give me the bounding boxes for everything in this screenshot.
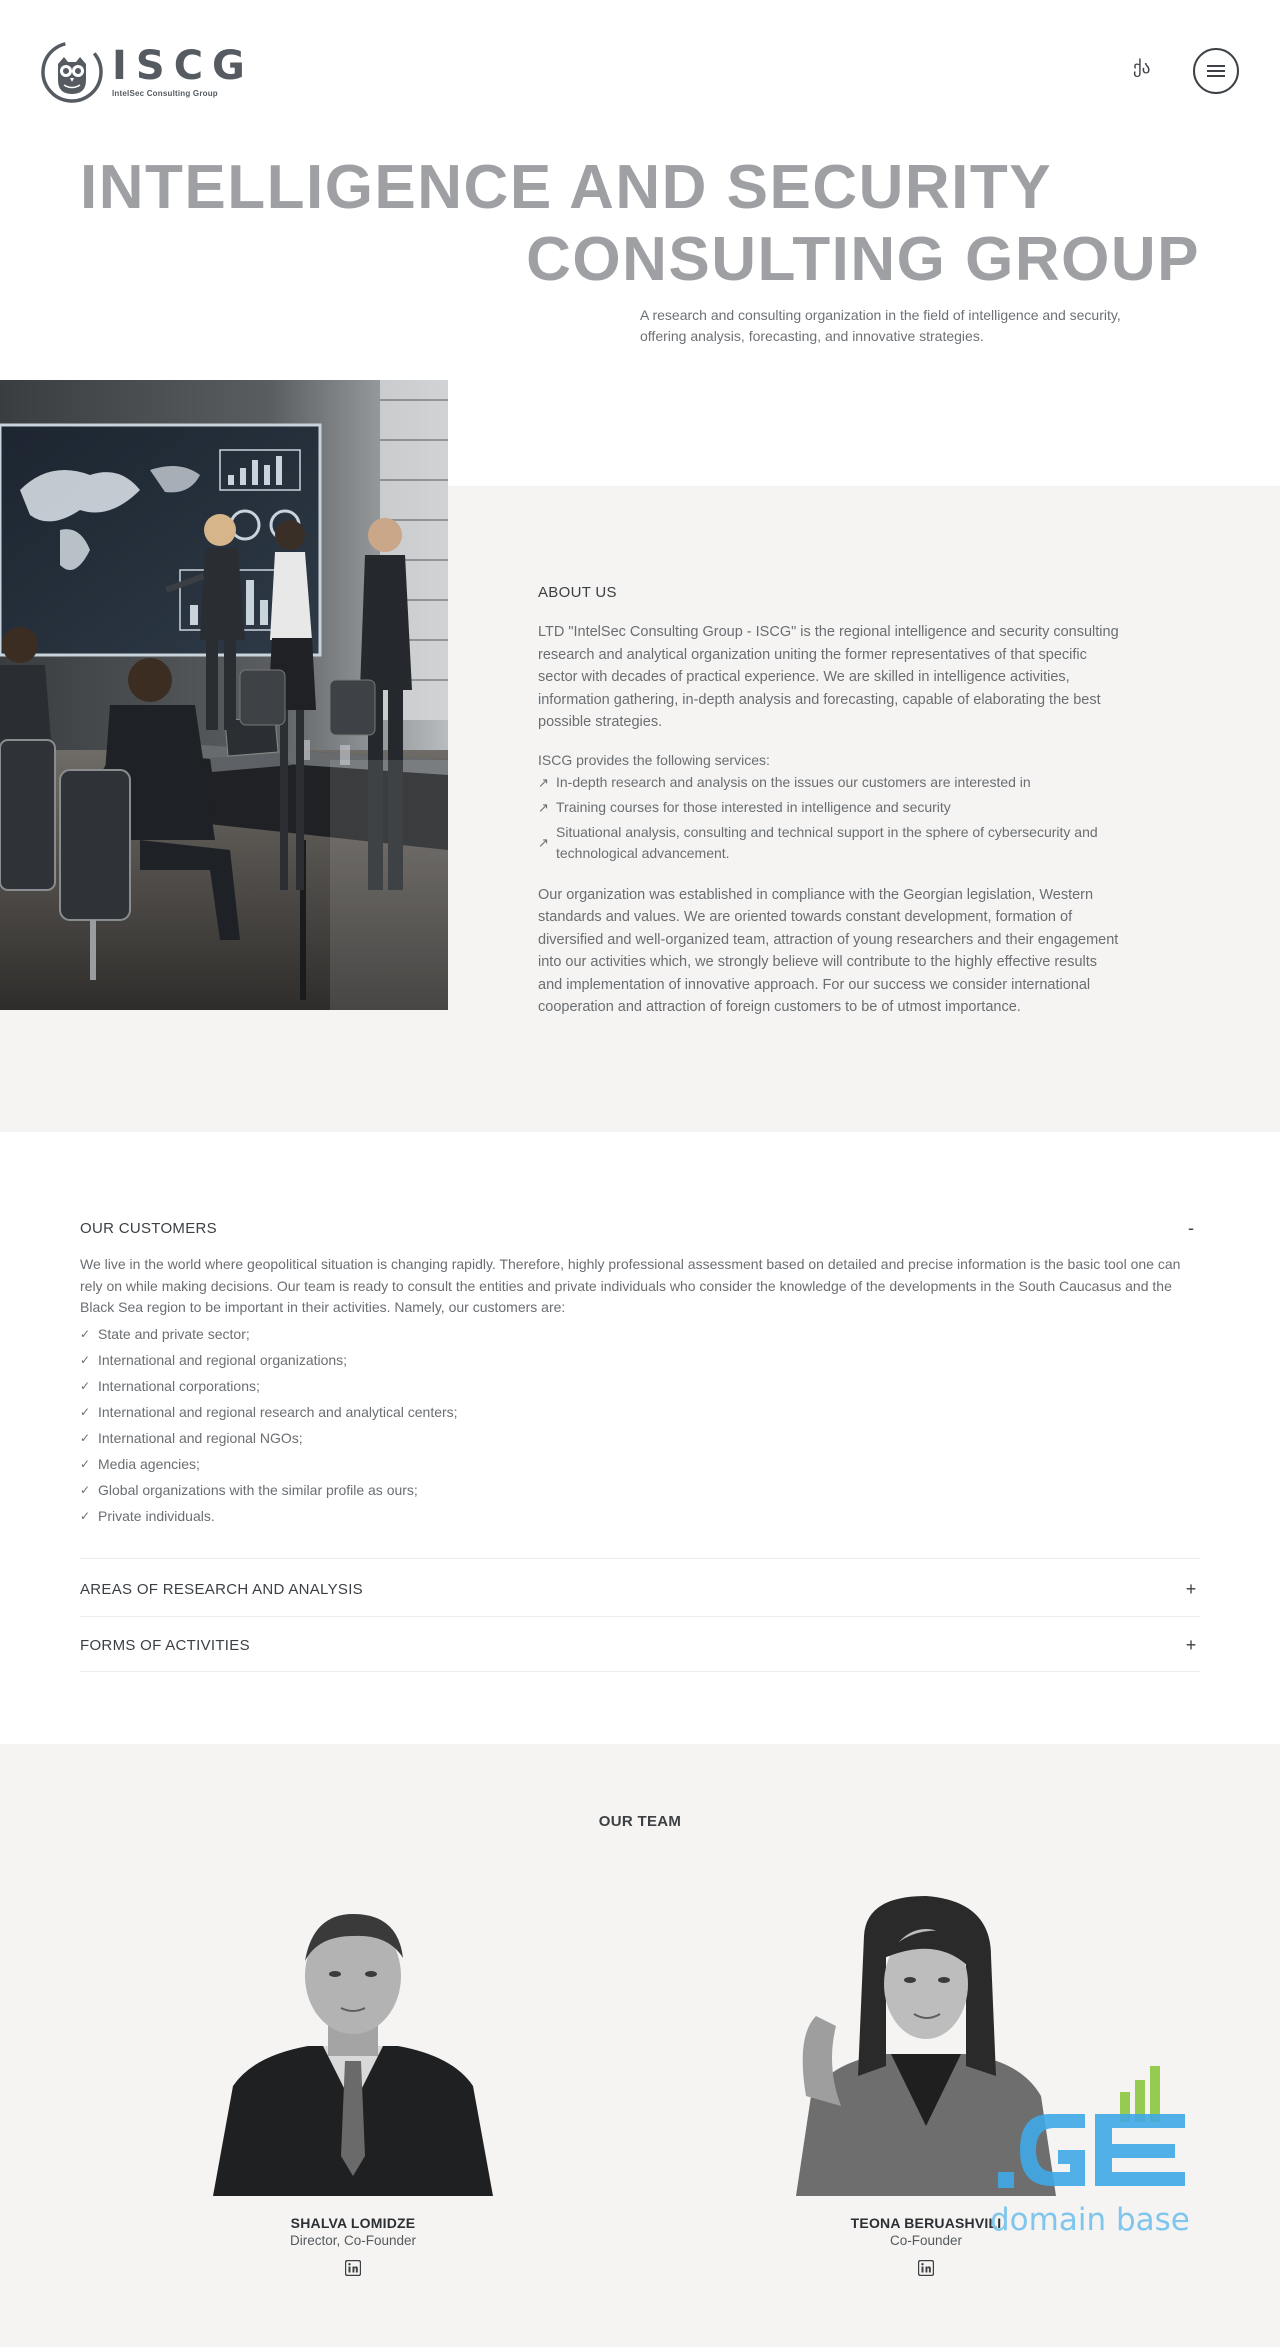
- customer-text: International and regional research and analytical centers;: [98, 1403, 458, 1420]
- hero-title-line2: CONSULTING GROUP: [526, 225, 1200, 294]
- expand-icon[interactable]: +: [1185, 1579, 1197, 1599]
- about-us-line: research and analytical organization uniting the former representatives of that specific: [538, 646, 1087, 663]
- arrow-up-right-icon: ↗: [538, 835, 549, 850]
- team-section-background: [0, 1744, 1280, 2347]
- hero-subtitle-line1: A research and consulting organization in the field of intelligence and security,: [640, 307, 1121, 323]
- logo-text: [112, 43, 254, 98]
- team-member-role: Co-Founder: [889, 2233, 963, 2248]
- linkedin-icon[interactable]: [918, 2260, 934, 2276]
- team-member-name: SHALVA LOMIDZE: [290, 2215, 416, 2231]
- organization-line: into our activities which, we strongly believe will contribute to the highly effective results: [538, 954, 1098, 970]
- team-member-role: Director, Co-Founder: [289, 2233, 417, 2248]
- customer-text: International corporations;: [98, 1377, 260, 1394]
- accordion-title: OUR CUSTOMERS: [80, 1220, 217, 1237]
- info-accordion: [80, 1218, 1200, 1655]
- logo-link[interactable]: [40, 40, 254, 104]
- customer-text: Private individuals.: [98, 1507, 215, 1524]
- service-text: Training courses for those interested in intelligence and security: [556, 798, 951, 815]
- list-item: [80, 1321, 1200, 1347]
- check-icon: ✓: [80, 1378, 91, 1393]
- check-icon: ✓: [80, 1404, 91, 1419]
- hero-subtitle-line2: offering analysis, forecasting, and innovative strategies.: [640, 328, 984, 344]
- watermark-text: domain base: [990, 2202, 1190, 2238]
- site-header: [0, 0, 1280, 140]
- language-switch[interactable]: ქა: [1133, 58, 1151, 78]
- arrow-up-right-icon: ↗: [538, 799, 549, 815]
- accordion-item-customers: [80, 1218, 1200, 1529]
- organization-text: [538, 884, 1170, 1019]
- check-icon: ✓: [80, 1508, 91, 1523]
- accordion-item-forms: [80, 1616, 1200, 1672]
- list-item: [538, 822, 1170, 864]
- customer-text: International and regional organizations;: [98, 1351, 348, 1368]
- collapse-icon[interactable]: -: [1188, 1218, 1194, 1238]
- accordion-header-customers[interactable]: [80, 1218, 1200, 1239]
- customer-text: Media agencies;: [98, 1455, 200, 1472]
- arrow-up-right-icon: ↗: [538, 774, 549, 790]
- logo-title: ISCG: [112, 43, 254, 89]
- accordion-header-areas[interactable]: [80, 1579, 1200, 1600]
- organization-line: diversified and well-organized team, attraction of young researchers and their engagement: [538, 931, 1119, 948]
- linkedin-icon[interactable]: [345, 2260, 361, 2276]
- accordion-title: FORMS OF ACTIVITIES: [80, 1637, 250, 1654]
- check-icon: ✓: [80, 1326, 91, 1341]
- check-icon: ✓: [80, 1482, 91, 1497]
- customer-text: State and private sector;: [98, 1325, 250, 1342]
- customer-text: Global organizations with the similar profile as ours;: [98, 1481, 418, 1498]
- service-text: Situational analysis, consulting and technical support in the sphere of cybersecurity and technological advancement.: [556, 823, 1098, 861]
- list-item: [80, 1451, 1200, 1477]
- services-intro: ISCG provides the following services:: [538, 751, 770, 768]
- customers-text: We live in the world where geopolitical situation is changing rapidly. Therefore, highly professional assessment based on detailed and precise information is the basic tool one can rely on while making decisions. Our team is ready to consult the entities and private individuals who consider the knowledge of the developments in the South Caucasus and the Black Sea region to be important in their activities. Namely, our customers are:: [80, 1256, 1181, 1315]
- about-us-content: [538, 584, 1170, 1019]
- check-icon: ✓: [80, 1352, 91, 1367]
- check-icon: ✓: [80, 1430, 91, 1445]
- list-item: [80, 1347, 1200, 1373]
- check-icon: ✓: [80, 1456, 91, 1471]
- service-text: In-depth research and analysis on the issues our customers are interested in: [556, 773, 1031, 790]
- hero-subtitle: [640, 305, 1200, 347]
- about-us-title: ABOUT US: [538, 584, 617, 601]
- team-member-photo: [786, 1896, 1066, 2196]
- list-item: [80, 1373, 1200, 1399]
- organization-line: standards and values. We are oriented towards constant development, formation of: [538, 909, 1073, 925]
- list-item: [80, 1477, 1200, 1503]
- team-title: OUR TEAM: [598, 1813, 682, 1830]
- list-item: [538, 797, 1170, 818]
- team-member-name: TEONA BERUASHVILI: [850, 2215, 1002, 2231]
- accordion-header-forms[interactable]: [80, 1635, 1200, 1656]
- services-list: [538, 772, 1170, 864]
- list-item: [538, 772, 1170, 793]
- menu-button[interactable]: [1193, 48, 1239, 94]
- team-member-card: [213, 1896, 493, 2281]
- accordion-title: AREAS OF RESEARCH AND ANALYSIS: [80, 1581, 363, 1598]
- list-item: [80, 1425, 1200, 1451]
- about-us-text: [538, 621, 1170, 734]
- list-item: [80, 1399, 1200, 1425]
- organization-line: cooperation and attraction of foreign customers to be of utmost importance.: [538, 999, 1021, 1015]
- team-member-photo: [213, 1896, 493, 2196]
- office-meeting-photo: [0, 380, 448, 1010]
- about-us-line: LTD "IntelSec Consulting Group - ISCG" is the regional intelligence and security consulting: [538, 624, 1119, 640]
- expand-icon[interactable]: +: [1185, 1635, 1197, 1655]
- hero-title-line1: INTELLIGENCE AND SECURITY: [80, 153, 1053, 222]
- accordion-body-customers: [80, 1254, 1200, 1529]
- customer-text: International and regional NGOs;: [98, 1429, 303, 1446]
- accordion-item-areas: [80, 1558, 1200, 1616]
- about-us-line: possible strategies.: [538, 714, 663, 730]
- list-item: [80, 1503, 1200, 1529]
- customers-list: [80, 1321, 1200, 1529]
- owl-logo-icon: [40, 40, 104, 104]
- about-us-line: sector with decades of practical experience. We are skilled in intelligence activities,: [538, 669, 1070, 685]
- organization-line: Our organization was established in compliance with the Georgian legislation, Western: [538, 886, 1094, 903]
- hamburger-icon: [1207, 65, 1225, 77]
- about-us-line: information gathering, in-depth analysis and forecasting, capable of elaborating the best: [538, 691, 1101, 708]
- organization-line: and implementation of innovative approach. For our success we consider international: [538, 976, 1091, 993]
- logo-subtitle: IntelSec Consulting Group: [112, 89, 218, 98]
- team-member-card: [786, 1896, 1066, 2281]
